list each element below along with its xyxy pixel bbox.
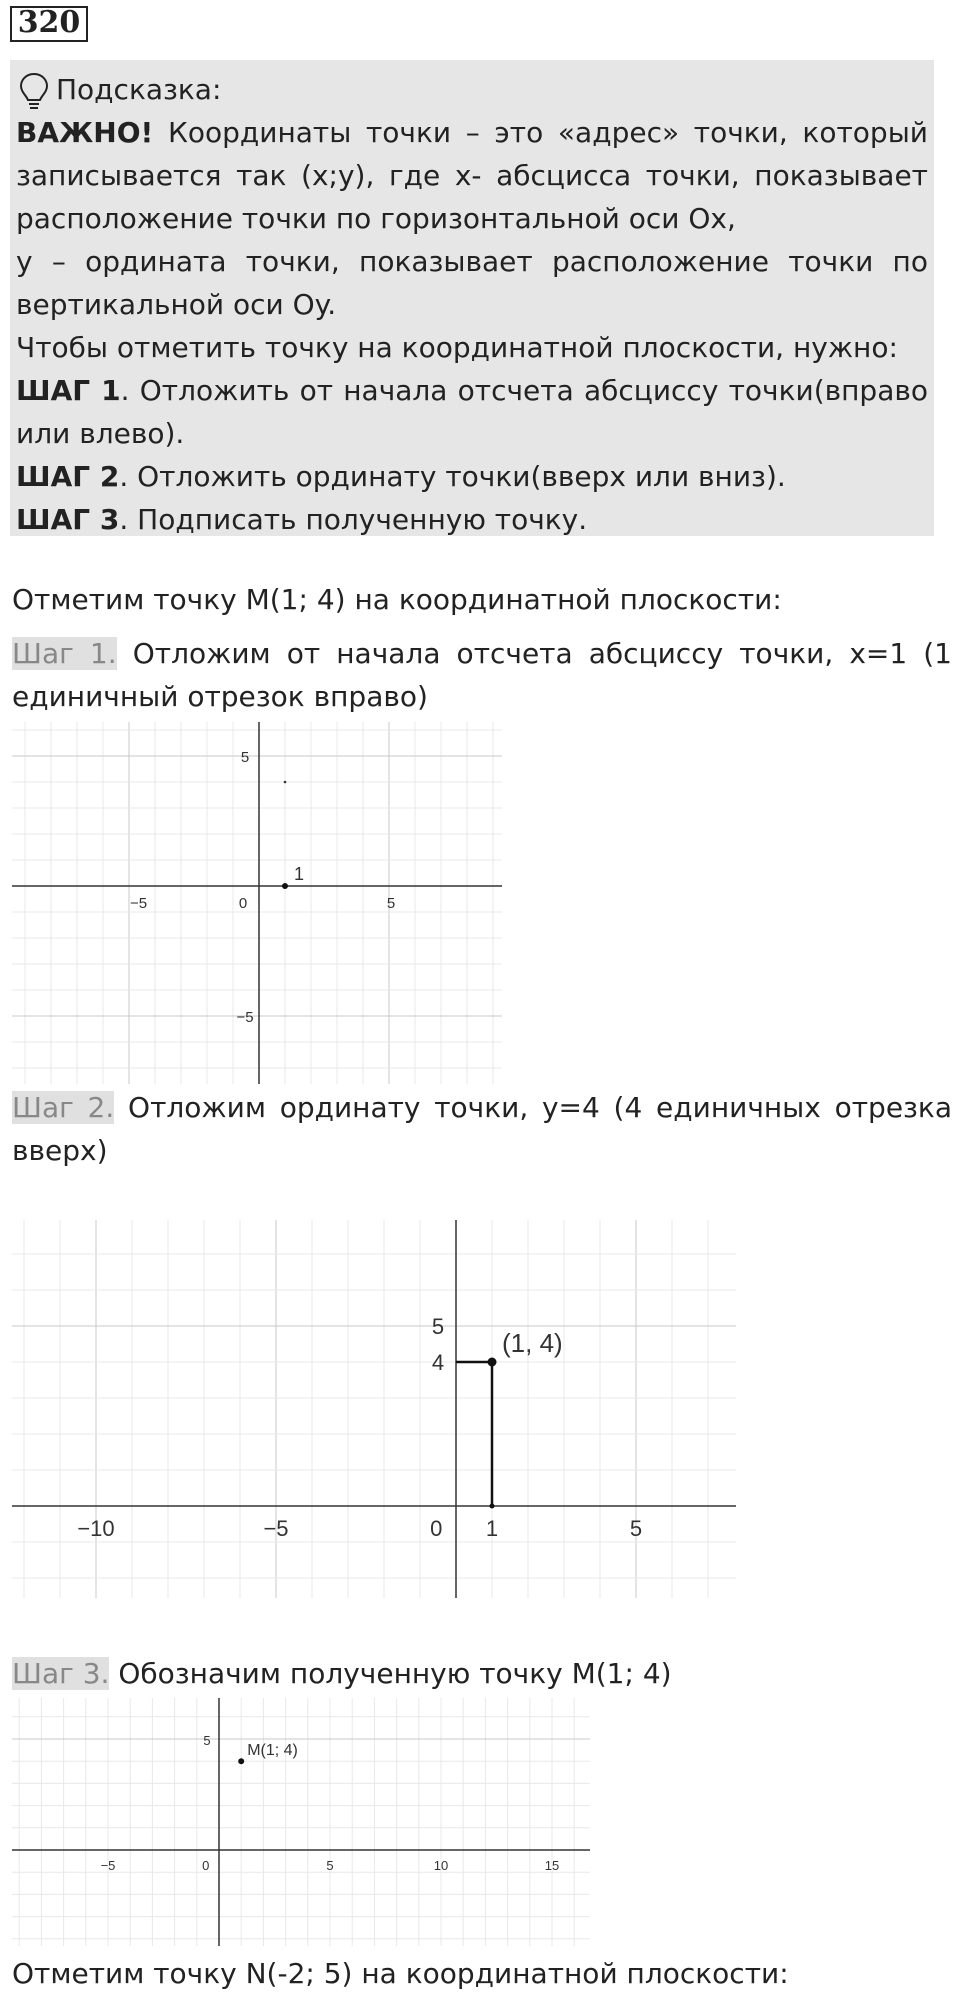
x-tick-label: 5	[629, 1516, 643, 1541]
graph-step-1	[12, 722, 502, 1084]
y-tick-label: 5	[240, 749, 250, 766]
x-tick-label: 10	[433, 1858, 449, 1873]
point-m	[238, 1758, 244, 1764]
point-x-1	[490, 1504, 495, 1509]
hint-ordinate: y – ордината точки, показывает расположение точки по вертикальной оси Oy.	[16, 245, 928, 321]
hint-step-3	[16, 498, 928, 541]
hint-title: Подсказка:	[56, 73, 222, 106]
problem-number: 320	[10, 6, 88, 42]
x-tick-label: 0	[202, 1858, 210, 1873]
x-tick-label: 5	[326, 1858, 334, 1873]
point-label: 1	[293, 864, 305, 884]
x-tick-label: 15	[544, 1858, 560, 1873]
step-2-paragraph	[12, 1086, 952, 1172]
graph-step-3	[12, 1698, 590, 1946]
y-tick-label: −5	[236, 1009, 254, 1026]
lightbulb-icon	[16, 70, 52, 110]
important-text: Координаты точки – это «адрес» точки, который записывается так (x;y), где x- абсцисса точки, показывает расположение точки по горизонтальной оси Ox,	[16, 116, 928, 235]
x-tick-label: 5	[386, 895, 396, 912]
graph-step-2	[12, 1220, 736, 1598]
step-1-heading: Шаг 1.	[12, 637, 117, 670]
intro-point-m: Отметим точку M(1; 4) на координатной плоскости:	[12, 583, 782, 616]
hint-title-row	[16, 68, 928, 111]
intro-point-n: Отметим точку N(-2; 5) на координатной плоскости:	[12, 1957, 789, 1990]
step-3-description: Обозначим полученную точку M(1; 4)	[109, 1657, 672, 1690]
x-tick-label: 1	[485, 1516, 499, 1541]
step-2-heading: Шаг 2.	[12, 1091, 115, 1124]
hint-important	[16, 111, 928, 240]
step-2-description: Отложим ординату точки, y=4 (4 единичных отрезка вверх)	[12, 1091, 952, 1167]
step-1-paragraph	[12, 632, 952, 718]
hint-howto: Чтобы отметить точку на координатной плоскости, нужно:	[16, 331, 898, 364]
step-3-paragraph	[12, 1652, 952, 1695]
important-label: ВАЖНО!	[16, 116, 154, 149]
x-tick-label: −10	[77, 1516, 115, 1541]
step-2-text: . Отложить ординату точки(вверх или вниз).	[119, 460, 786, 493]
step-3-label: ШАГ 3	[16, 503, 120, 536]
hint-step-1	[16, 369, 928, 455]
point-label: (1, 4)	[502, 1328, 563, 1358]
step-3-heading: Шаг 3.	[12, 1657, 110, 1690]
point-label: M(1; 4)	[247, 1742, 298, 1760]
step-2-label: ШАГ 2	[16, 460, 120, 493]
y-tick-label: 5	[203, 1733, 211, 1748]
x-tick-label: 0	[430, 1516, 443, 1541]
x-tick-label: 0	[238, 895, 248, 912]
faint-point	[284, 781, 287, 784]
y-tick-label: 5	[431, 1314, 445, 1339]
step-3-text: . Подписать полученную точку.	[119, 503, 588, 536]
x-tick-label: −5	[263, 1516, 289, 1541]
point-x-1	[282, 883, 288, 889]
step-1-text: . Отложить от начала отсчета абсциссу точки(вправо или влево).	[16, 374, 928, 450]
hint-box	[10, 60, 934, 536]
x-tick-label: −5	[129, 895, 148, 912]
point-1-4	[488, 1358, 497, 1367]
y-tick-label: 4	[431, 1350, 445, 1375]
step-1-label: ШАГ 1	[16, 374, 121, 407]
hint-step-2	[16, 455, 928, 498]
x-tick-label: −5	[100, 1858, 116, 1873]
step-1-description: Отложим от начала отсчета абсциссу точки, x=1 (1 единичный отрезок вправо)	[12, 637, 952, 713]
